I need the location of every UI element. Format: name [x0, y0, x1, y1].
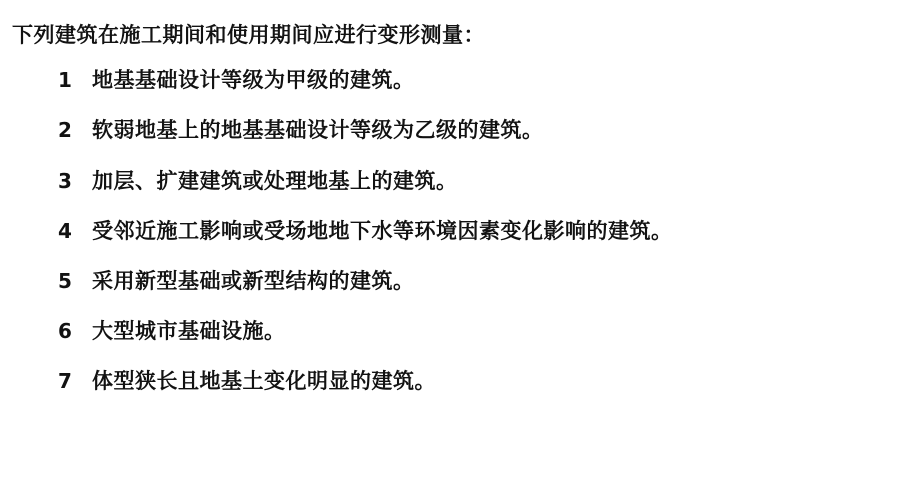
list-item: [10, 118, 882, 143]
list-item-number: 6: [58, 319, 72, 344]
list-item-number: 7: [58, 369, 72, 394]
list-item-text: 大型城市基础设施。: [92, 319, 286, 344]
list-item: [10, 319, 882, 344]
list-item: [10, 68, 882, 93]
list-item-number: 1: [58, 68, 72, 93]
requirements-list: [10, 68, 882, 394]
list-item-text: 采用新型基础或新型结构的建筑。: [92, 269, 415, 293]
list-item: [10, 169, 882, 194]
list-item-text: 软弱地基上的地基基础设计等级为乙级的建筑。: [92, 118, 544, 143]
list-item: [10, 369, 882, 394]
list-item: [10, 269, 882, 294]
list-item-text: 受邻近施工影响或受场地地下水等环境因素变化影响的建筑。: [92, 218, 673, 243]
page-title: 下列建筑在施工期间和使用期间应进行变形测量：: [12, 23, 485, 47]
list-item: [10, 219, 882, 244]
list-item-number: 5: [58, 269, 72, 293]
list-item-text: 体型狭长且地基土变化明显的建筑。: [92, 369, 436, 394]
list-item-text: 加层、扩建建筑或处理地基上的建筑。: [92, 168, 458, 193]
list-item-number: 2: [58, 118, 72, 143]
list-item-text: 地基基础设计等级为甲级的建筑。: [92, 68, 415, 93]
list-item-number: 4: [58, 218, 72, 243]
list-item-number: 3: [58, 168, 72, 193]
